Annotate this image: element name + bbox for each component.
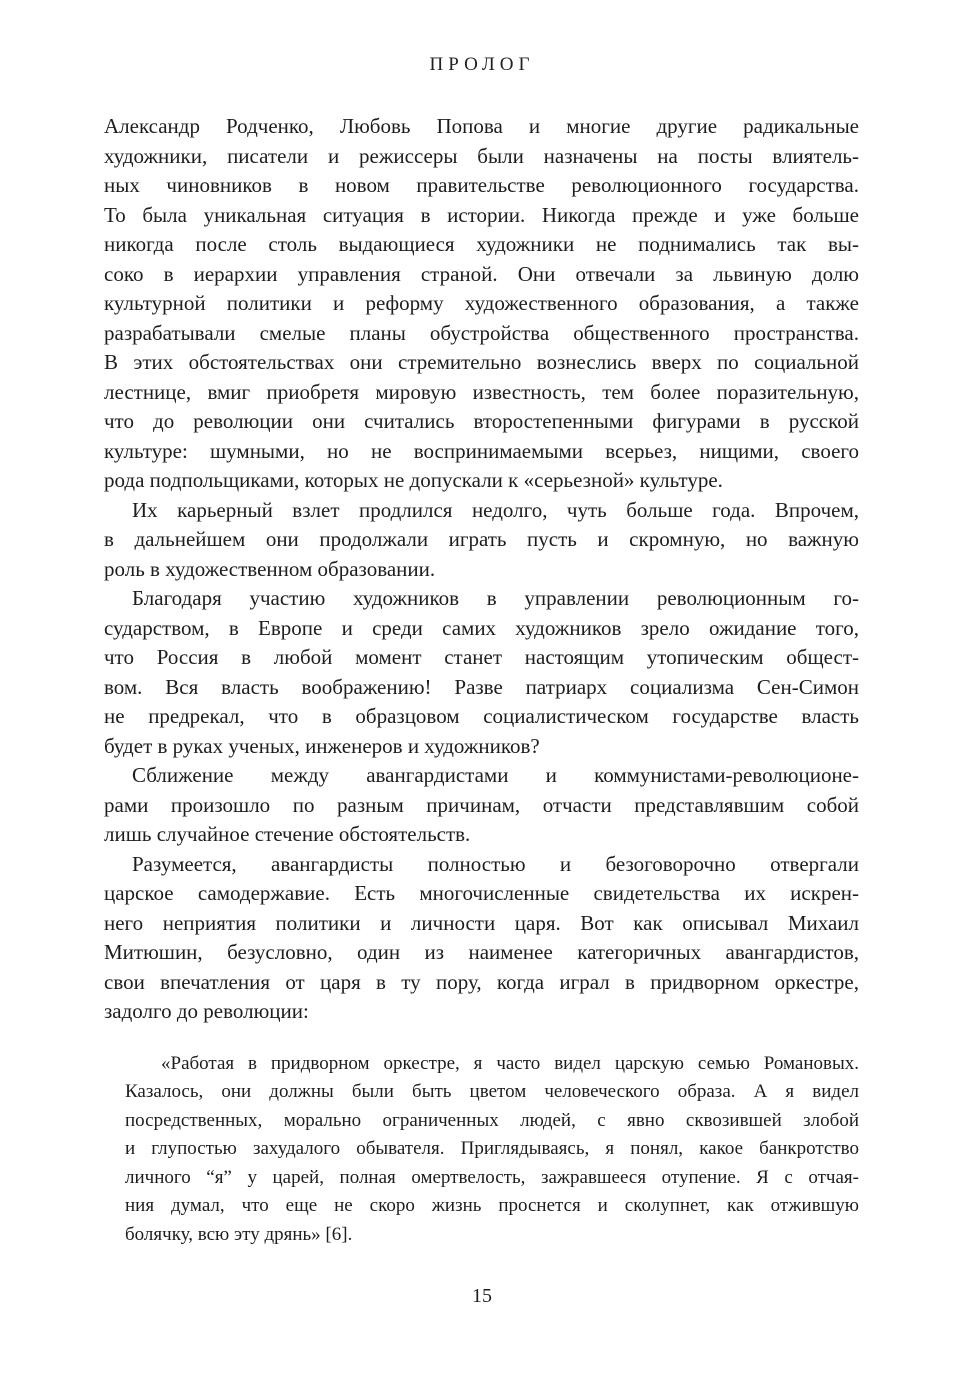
text-line: То была уникальная ситуация в истории. Никогда прежде и уже больше <box>104 202 859 227</box>
text-line: культурной политики и реформу художественного образования, а также <box>104 291 859 315</box>
text-line: личного “я” у царей, полная омертвелость, зажравшееся отупение. Я с отчая- <box>125 1166 859 1188</box>
text-line: посредственных, морально ограниченных людей, с явно сквозившей злобой <box>125 1109 859 1131</box>
text-line: сударством, в Европе и среди самих художников зрело ожидание того, <box>104 615 859 640</box>
text-line: рами произошло по разным причинам, отчасти представлявшим собой <box>104 792 859 817</box>
text-line: соко в иерархии управления страной. Они отвечали за львиную долю <box>104 261 859 286</box>
page-number: 15 <box>472 1285 492 1307</box>
text-line: задолго до революции: <box>104 999 309 1023</box>
text-line: в дальнейшем они продолжали играть пусть и скромную, но важную <box>104 527 859 551</box>
text-line: Казалось, они должны были быть цветом человеческого образа. А я видел <box>125 1081 859 1102</box>
text-line: будет в руках ученых, инженеров и художников? <box>104 733 540 758</box>
text-line: разрабатывали смелые планы обустройства общественного пространства. <box>104 320 859 345</box>
text-line: Разумеется, авангардисты полностью и безоговорочно отвергали <box>132 851 859 876</box>
text-line: ния думал, что еще не скоро жизнь проснется и сколупнет, как отжившую <box>125 1195 859 1216</box>
text-line: свои впечатления от царя в ту пору, когда играл в придворном оркестре, <box>104 969 859 994</box>
text-line: вом. Вся власть воображению! Разве патриарх социализма Сен-Симон <box>104 674 859 699</box>
text-line: Александр Родченко, Любовь Попова и многие другие радикальные <box>104 114 859 138</box>
text-line: лестнице, вмиг приобретя мировую известность, тем более поразительную, <box>104 379 859 404</box>
text-line: Их карьерный взлет продлился недолго, чуть больше года. Впрочем, <box>132 497 859 522</box>
text-line: культуре: шумными, но не воспринимаемыми всерьез, нищими, своего <box>104 438 859 463</box>
text-line: Митюшин, безусловно, один из наименее категоричных авангардистов, <box>104 940 859 964</box>
paragraph <box>104 850 859 1027</box>
text-line: лишь случайное стечение обстоятельств. <box>104 822 471 846</box>
text-line: художники, писатели и режиссеры были назначены на посты влиятель- <box>104 143 859 168</box>
paragraph <box>104 496 859 585</box>
text-block <box>104 112 859 1249</box>
text-line: что Россия в любой момент станет настоящим утопическим общест- <box>104 645 859 669</box>
text-line: ных чиновников в новом правительстве революционного государства. <box>104 173 859 197</box>
paragraph <box>104 761 859 850</box>
paragraph <box>104 112 859 496</box>
text-line: В этих обстоятельствах они стремительно вознеслись вверх по социальной <box>104 350 859 374</box>
text-line: царское самодержавие. Есть многочисленные свидетельства их искрен- <box>104 881 859 905</box>
text-line: роль в художественном образовании. <box>104 556 436 581</box>
text-line: не предрекал, что в образцовом социалистическом государстве власть <box>104 704 859 728</box>
text-line: что до революции они считались второстепенными фигурами в русской <box>104 409 859 433</box>
text-line: «Работая в придворном оркестре, я часто видел царскую семью Романовых. <box>161 1052 859 1074</box>
text-line: Благодаря участию художников в управлении революционным го- <box>132 586 859 610</box>
text-line: болячку, всю эту дрянь» [6]. <box>125 1223 353 1245</box>
paragraph <box>104 584 859 761</box>
text-line: него неприятия политики и личности царя. Вот как описывал Михаил <box>104 910 859 935</box>
text-line: и глупостью захудалого обывателя. Приглядываясь, я понял, какое банкротство <box>125 1138 859 1159</box>
text-line: рода подпольщиками, которых не допускали к «серьезной» культуре. <box>104 468 723 492</box>
block-quote <box>125 1050 859 1250</box>
text-line: никогда после столь выдающиеся художники не поднимались так вы- <box>104 232 859 256</box>
text-line: Сближение между авангардистами и коммунистами-революционе- <box>132 763 859 787</box>
chapter-heading: ПРОЛОГ <box>429 54 535 75</box>
